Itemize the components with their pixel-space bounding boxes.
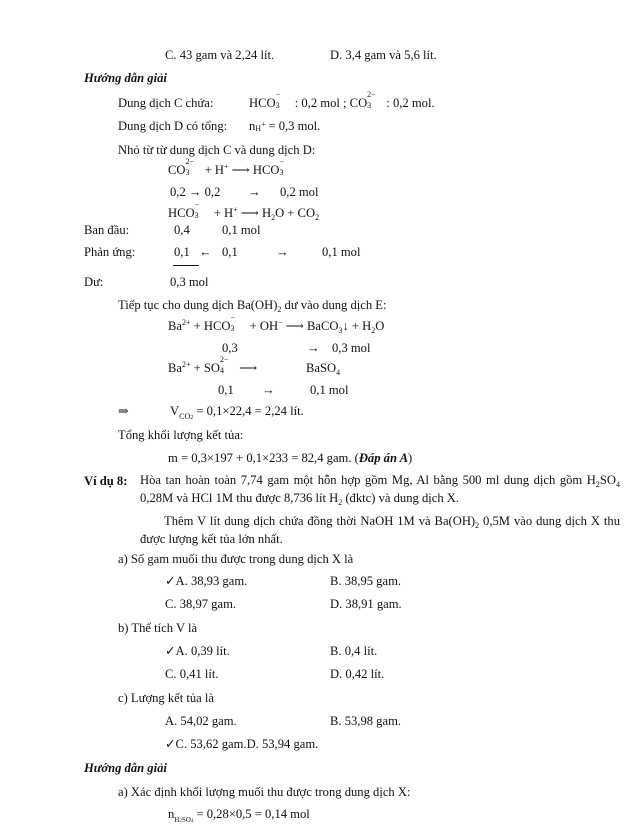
initial-value-2: 0,1 mol — [222, 223, 261, 237]
reaction-4-amount: 0,1 — [218, 383, 234, 397]
answer-b-B: B. 0,4 lít. — [330, 644, 378, 658]
continue-line: Tiếp tục cho dung dịch $Ba(OH)_2$ dư vào dung dịch E: — [118, 298, 387, 314]
example-text-2: Thêm V lít dung dịch chứa đồng thời NaOH 1M và $Ba(OH)_2$ 0,5M vào dung dịch X thu được lượng kết tủa lớn nhất. — [140, 514, 620, 546]
arrow: → — [276, 245, 289, 259]
answer-b-C: C. 0,41 lít. — [165, 667, 219, 681]
answer-c-A: A. 54,02 gam. — [165, 714, 237, 728]
section-heading-2: Hướng dẫn giải — [84, 761, 167, 775]
solution-d-label: Dung dịch D có tổng: — [118, 119, 228, 133]
reaction-4: $Ba^{2+}$ + SO 2− 4 ⟶ — [168, 355, 258, 375]
answer-a-C: C. 38,97 gam. — [165, 597, 237, 611]
rule-line — [173, 265, 199, 266]
example-text: Hòa tan hoàn toàn 7,74 gam một hỗn hợp gồm Mg, Al bằng 500 ml dung dịch gồm $H_2SO_4$ 0,28M và HCl 1M thu được 8,736 lít $H_2$ (đktc) và dung dịch X. — [140, 473, 620, 507]
question-b: b) Thể tích V là — [118, 621, 198, 635]
answer-a-D: D. 38,91 gam. — [330, 597, 402, 611]
reaction-3: $Ba^{2+}$ + HCO − 3 + OH− ⟶ BaCO$_3$↓ + $H_2O$ — [168, 313, 385, 335]
reaction-2: HCO − 3 + H+ ⟶ $H_2O + CO_2$ — [168, 200, 320, 222]
implies-icon: ⇒ — [118, 404, 129, 418]
reacted-value-3: 0,1 mol — [322, 245, 361, 259]
reaction-1: CO 2− 3 + H+ ⟶ HCO − 3 — [168, 157, 284, 177]
answer-a-B: B. 38,95 gam. — [330, 574, 402, 588]
excess-value: 0,3 mol — [170, 275, 209, 289]
solution-c-label: Dung dịch C chứa: — [118, 96, 214, 110]
question-a: a) Số gam muối thu được trong dung dịch X là — [118, 552, 354, 566]
reaction-1-amounts: 0,2 → 0,2 — [170, 185, 221, 199]
reaction-1-product: 0,2 mol — [280, 185, 319, 199]
reacted-value-2: 0,1 — [222, 245, 238, 259]
arrow: → — [307, 341, 320, 355]
answer-b-D: D. 0,42 lít. — [330, 667, 385, 681]
arrow: → — [248, 185, 261, 199]
precipitate-total: m = 0,3×197 + 0,1×233 = 82,4 gam. (Đáp án A) — [168, 451, 413, 465]
answer-c-CD: ✓C. 53,62 gam.D. 53,94 gam. — [165, 737, 319, 751]
reaction-label: Phản ứng: — [84, 245, 136, 259]
reaction-3-product: 0,3 mol — [332, 341, 371, 355]
reaction-3-amount: 0,3 — [222, 341, 238, 355]
answer-b-A: ✓A. 0,39 lít. — [165, 644, 230, 658]
initial-label: Ban đầu: — [84, 223, 130, 237]
example-label: Ví dụ 8: — [84, 474, 128, 488]
excess-label: Dư: — [84, 275, 104, 289]
volume-result: $V_{CO2} = 0,1\times 22,4 = 2,24$ lít. — [170, 404, 304, 421]
reaction-4-product: 0,1 mol — [310, 383, 349, 397]
reaction-4-product-formula: BaSO$_4$ — [306, 361, 341, 377]
option-d: D. 3,4 gam và 5,6 lít. — [330, 48, 437, 62]
part-a-line: a) Xác định khối lượng muối thu được trong dung dịch X: — [118, 785, 411, 799]
arrow: ← — [199, 245, 212, 259]
solution-d-content: n + H = 0,3 mol. — [249, 119, 321, 133]
answer-a-A: ✓A. 38,93 gam. — [165, 574, 248, 588]
question-c: c) Lượng kết tủa là — [118, 691, 215, 705]
precipitate-total-label: Tổng khối lượng kết tủa: — [118, 428, 244, 442]
instruction-line: Nhỏ từ từ dung dịch C và dung dịch D: — [118, 143, 316, 157]
arrow: → — [262, 383, 275, 397]
solution-c-content: HCO − 3 : 0,2 mol ; CO 2− 3 : 0,2 mol. — [249, 90, 435, 110]
answer-c-B: B. 53,98 gam. — [330, 714, 402, 728]
option-c: C. 43 gam và 2,24 lít. — [165, 48, 275, 62]
moles-h2so4: $n_{H2SO4} = 0,28\times 0,5 = 0,14$ mol — [168, 807, 310, 824]
initial-value-1: 0,4 — [174, 223, 190, 237]
section-heading: Hướng dẫn giải — [84, 71, 167, 85]
reacted-value-1: 0,1 — [174, 245, 190, 259]
